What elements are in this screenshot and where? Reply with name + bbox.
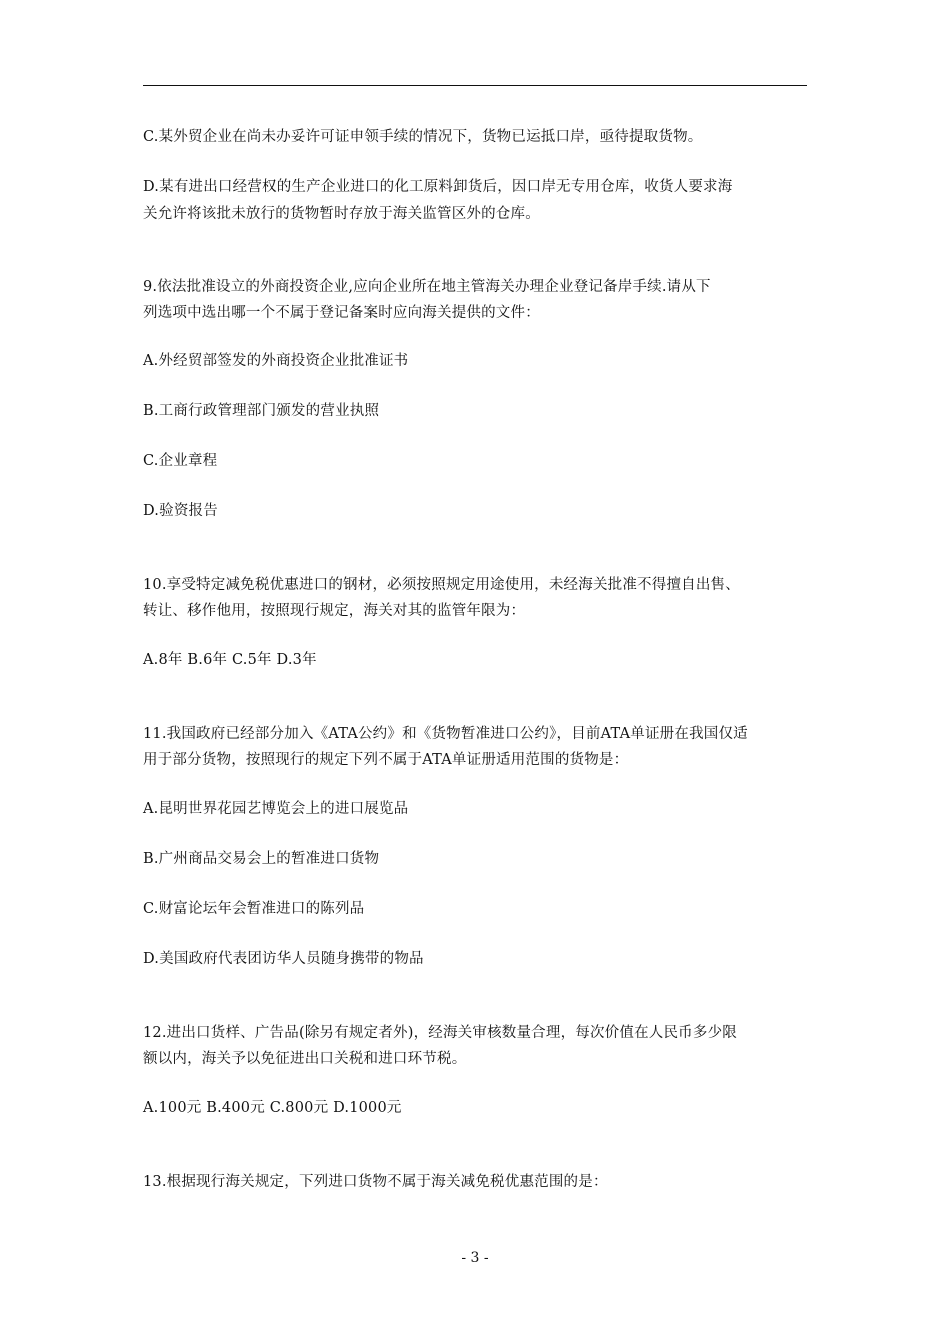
- question-12-options: A.100元 B.400元 C.800元 D.1000元: [143, 1100, 402, 1116]
- page-number: - 3 -: [461, 1250, 489, 1266]
- question-9-option-d: D.验资报告: [143, 503, 218, 519]
- question-11-option-a: A.昆明世界花园艺博览会上的进口展览品: [143, 801, 409, 817]
- option-d-line-1: D.某有进出口经营权的生产企业进口的化工原料卸货后，因口岸无专用仓库，收货人要求海: [143, 179, 733, 195]
- question-12-line-2: 额以内，海关予以免征进出口关税和进口环节税。: [143, 1051, 467, 1067]
- option-d-line-2: 关允许将该批未放行的货物暂时存放于海关监管区外的仓库。: [143, 206, 540, 222]
- question-10-line-2: 转让、移作他用，按照现行规定，海关对其的监管年限为：: [143, 603, 526, 619]
- question-10-line-1: 10.享受特定减免税优惠进口的钢材，必须按照规定用途使用，未经海关批准不得擅自出售、: [143, 577, 740, 593]
- question-11-option-b: B.广州商品交易会上的暂准进口货物: [143, 851, 380, 867]
- question-11-option-d: D.美国政府代表团访华人员随身携带的物品: [143, 951, 424, 967]
- question-9-line-1: 9.依法批准设立的外商投资企业,应向企业所在地主管海关办理企业登记备岸手续.请从下: [143, 279, 711, 295]
- question-11-option-c: C.财富论坛年会暂准进口的陈列品: [143, 901, 365, 917]
- question-11-line-1: 11.我国政府已经部分加入《ATA公约》和《货物暂准进口公约》，目前ATA单证册在我国仅适: [143, 726, 748, 742]
- header-rule: [143, 85, 807, 86]
- question-9-option-c: C.企业章程: [143, 453, 218, 469]
- question-9-option-b: B.工商行政管理部门颁发的营业执照: [143, 403, 380, 419]
- question-9-option-a: A.外经贸部签发的外商投资企业批准证书: [143, 353, 409, 369]
- question-12-line-1: 12.进出口货样、广告品(除另有规定者外)，经海关审核数量合理，每次价值在人民币多少限: [143, 1025, 737, 1041]
- question-13-line-1: 13.根据现行海关规定，下列进口货物不属于海关减免税优惠范围的是：: [143, 1174, 608, 1190]
- question-10-options: A.8年 B.6年 C.5年 D.3年: [143, 652, 317, 668]
- question-9-line-2: 列选项中选出哪一个不属于登记备案时应向海关提供的文件：: [143, 305, 540, 321]
- option-c-line: C.某外贸企业在尚未办妥许可证申领手续的情况下，货物已运抵口岸，亟待提取货物。: [143, 129, 703, 145]
- question-11-line-2: 用于部分货物，按照现行的规定下列不属于ATA单证册适用范围的货物是：: [143, 752, 629, 768]
